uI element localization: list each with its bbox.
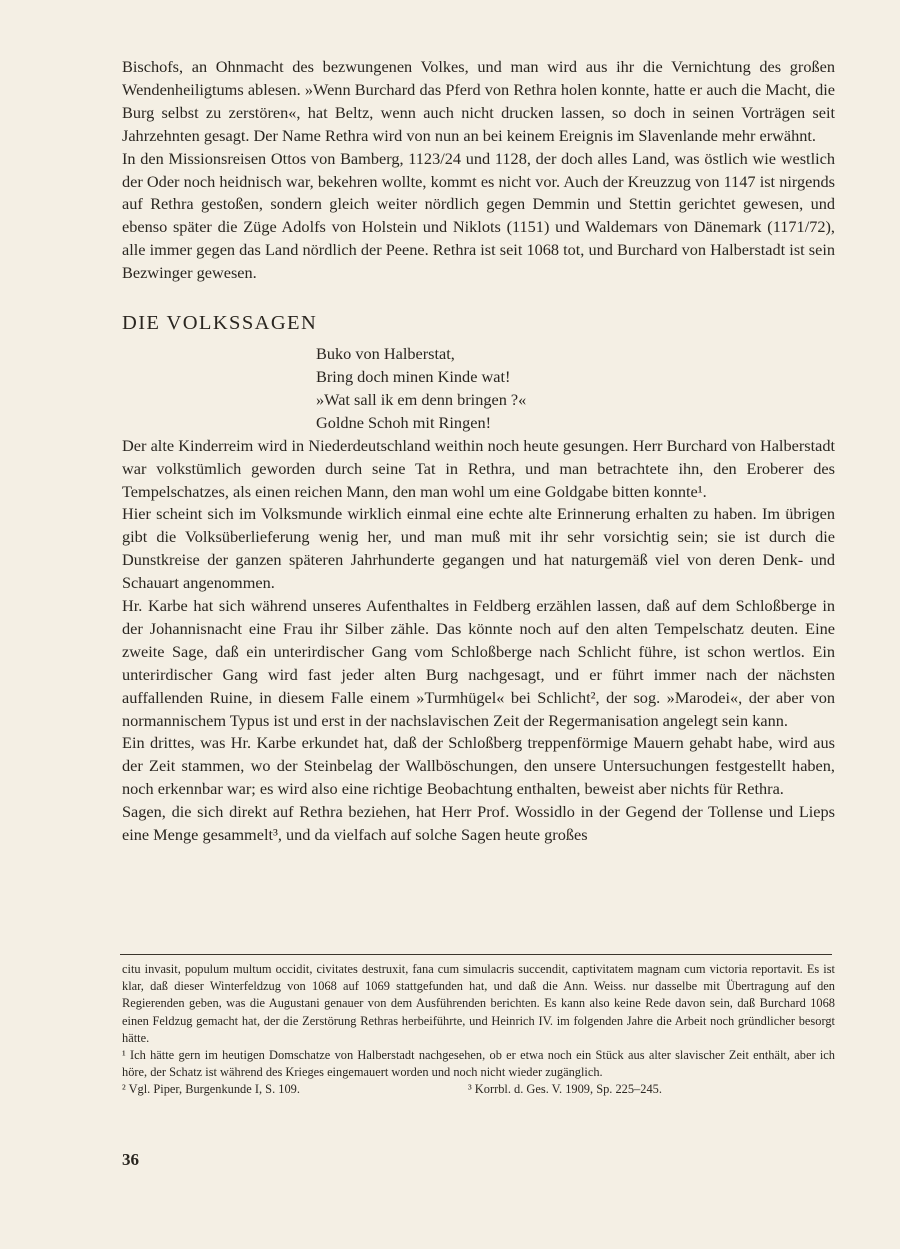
paragraph: Ein drittes, was Hr. Karbe erkundet hat, daß der Schloßberg treppenförmige Mauern gehabt habe, wird aus der Zeit stammen, wo der Steinbelag der Wallböschungen, den unsere Untersuchungen festgestellt haben, noch erkennbar war; es wird also eine richtige Beobachtung enthalten, beweist aber nichts für Rethra. xyxy=(122,733,835,799)
footnote-row xyxy=(122,1081,835,1098)
section-heading: DIE VOLKSSAGEN xyxy=(122,312,318,335)
poem xyxy=(316,343,835,435)
paragraph: Sagen, die sich direkt auf Rethra beziehen, hat Herr Prof. Wossidlo in der Gegend der Tollense und Lieps eine Menge gesammelt³, und da vielfach auf solche Sagen heute großes xyxy=(122,802,835,845)
footnote-3: ³ Korrbl. d. Ges. V. 1909, Sp. 225–245. xyxy=(468,1082,662,1097)
poem-line: Goldne Schoh mit Ringen! xyxy=(316,412,492,432)
paragraph: In den Missionsreisen Ottos von Bamberg, 1123/24 und 1128, der doch alles Land, was östlich wie westlich der Oder noch heidnisch war, bekehren wollte, kommt es nicht vor. Auch der Kreuzzug von 1147 ist nirgends auf Rethra gestoßen, sondern gleich weiter nördlich gegen Demmin und Stettin gerichtet gewesen, und ebenso später die Züge Adolfs von Holstein und Niklots (1151) und Waldemars von Dänemark (1171/72), alle immer gegen das Land nördlich der Peene. Rethra ist seit 1068 tot, und Burchard von Halberstadt ist sein Bezwinger gewesen. xyxy=(122,148,835,283)
footnote-1: ¹ Ich hätte gern im heutigen Domschatze von Halberstadt nachgesehen, ob er etwa noch ein Stück aus alter slavischer Zeit enthält, aber ich höre, der Schatz ist während des Krieges eingemauert worden und noch nicht wieder zugänglich. xyxy=(122,1048,835,1080)
footnote-divider xyxy=(120,954,832,955)
footnote-2: ² Vgl. Piper, Burgenkunde I, S. 109. xyxy=(122,1082,300,1097)
paragraph: Bischofs, an Ohnmacht des bezwungenen Volkes, und man wird aus ihr die Vernichtung des großen Wendenheiligtums ablesen. »Wenn Burchard das Pferd von Rethra holen konnte, hatte er auch die Macht, die Burg selbst zu zerstören«, hat Beltz, wenn auch nicht drucken lassen, so doch in seinen Vorträgen seit Jahrzehnten gesagt. Der Name Rethra wird von nun an bei keinem Ereignis im Slavenlande mehr erwähnt. xyxy=(122,57,835,145)
main-text xyxy=(122,56,835,847)
footnote-continuation: citu invasit, populum multum occidit, civitates destruxit, fana cum simulacris succendit, captivitatem magnam cum victoria reportavit. Es ist klar, daß dieser Winterfeldzug von 1068 auf 1069 stattgefunden hat, und daß die Ann. Weiss. nur dasselbe mit Übertragung auf den Regierenden geben, was die Augustani genauer von dem Ausführenden berichten. Es kann also keine Rede davon sein, daß Burchard 1068 einen Feldzug gemacht hat, der die Zerstörung Rethras herbeiführte, und Heinrich IV. im folgenden Jahre die Arbeit noch gründlicher besorgt hätte. xyxy=(122,962,835,1045)
page-number: 36 xyxy=(122,1150,139,1169)
poem-line: Buko von Halberstat, xyxy=(316,344,455,364)
paragraph: Hier scheint sich im Volksmunde wirklich einmal eine echte alte Erinnerung erhalten zu haben. Im übrigen gibt die Volksüberlieferung wenig her, und man muß mit ihr sehr vorsichtig sein; sie ist durch die Dunstkreise der ganzen späteren Jahrhunderte gegangen und hat naturgemäß viel von deren Denk- und Schauart angenommen. xyxy=(122,504,835,593)
poem-line: Bring doch minen Kinde wat! xyxy=(316,366,511,386)
paragraph: Der alte Kinderreim wird in Niederdeutschland weithin noch heute gesungen. Herr Burchard von Halberstadt war volkstümlich geworden durch seine Tat in Rethra, und man betrachtete ihn, den Eroberer des Tempelschatzes, als einen reichen Mann, den man wohl um eine Goldgabe bitten konnte¹. xyxy=(122,435,835,501)
paragraph: Hr. Karbe hat sich während unseres Aufenthaltes in Feldberg erzählen lassen, daß auf dem Schloßberge in der Johannisnacht eine Frau ihr Silber zähle. Das könnte noch auf den alten Tempelschatz deuten. Eine zweite Sage, daß ein unterirdischer Gang vom Schloßberge nach Schlicht führe, ist schon wertlos. Ein unterirdischer Gang wird fast jeder alten Burg nachgesagt, und er führt immer nach der nächsten auffallenden Ruine, in diesem Falle einem »Turmhügel« bei Schlicht², der sog. »Marodei«, der aber von normannischem Typus ist und erst in der nachslavischen Zeit der Regermanisation angelegt sein kann. xyxy=(122,596,835,730)
footnotes xyxy=(122,961,835,1099)
poem-line: »Wat sall ik em denn bringen ?« xyxy=(316,389,527,409)
